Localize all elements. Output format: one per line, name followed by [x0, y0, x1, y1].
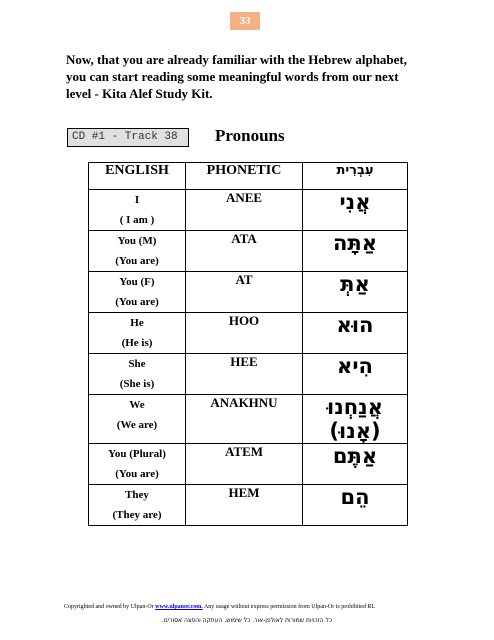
footer-hebrew: כל הזכויות שמורות לאולפן-אור. כל שימוש, העתקה והפצה אסורים. — [161, 617, 333, 624]
english-cell — [89, 444, 186, 485]
english-cell — [89, 395, 186, 444]
phonetic-cell: HOO — [186, 313, 303, 354]
cd-track-label: CD #1 - Track 38 — [67, 128, 189, 147]
hebrew-cell: אֲנִי — [303, 190, 408, 231]
intro-paragraph: Now, that you are already familiar with the Hebrew alphabet, you can start reading some meaningful words from our next level - Kita Alef Study Kit. — [66, 52, 408, 101]
phonetic-cell: ATA — [186, 231, 303, 272]
hebrew-cell: אֲנַחְנוּ (אָנוּ) — [303, 395, 408, 444]
page-number-badge: 33 — [230, 12, 260, 30]
header-phonetic: PHONETIC — [186, 163, 303, 190]
table-row — [89, 395, 408, 444]
english-pronoun: I — [134, 194, 140, 206]
english-pronoun: He — [130, 317, 144, 329]
footer-copyright — [64, 604, 375, 610]
english-meaning: (They are) — [112, 509, 162, 521]
hebrew-cell: הוּא — [303, 313, 408, 354]
english-pronoun: We — [129, 399, 145, 411]
table-row — [89, 190, 408, 231]
english-meaning: (You are) — [115, 255, 159, 267]
english-pronoun: You (Plural) — [108, 448, 166, 460]
phonetic-cell: ANAKHNU — [186, 395, 303, 444]
table-row — [89, 444, 408, 485]
english-cell — [89, 354, 186, 395]
hebrew-cell: אַתָּה — [303, 231, 408, 272]
hebrew-cell: הֵם — [303, 485, 408, 526]
table-row — [89, 354, 408, 395]
english-meaning: (You are) — [115, 296, 159, 308]
english-meaning: (He is) — [121, 337, 153, 349]
phonetic-cell: HEE — [186, 354, 303, 395]
english-meaning: ( I am ) — [119, 214, 155, 226]
footer-suffix: Any usage without express permission from Ulpan-Or is prohibited RL — [202, 604, 376, 610]
pronouns-table — [88, 162, 408, 526]
table-header-row — [89, 163, 408, 190]
english-pronoun: She — [128, 358, 146, 370]
table-row — [89, 485, 408, 526]
hebrew-cell: אַתְּ — [303, 272, 408, 313]
table-row — [89, 231, 408, 272]
english-pronoun: You (M) — [117, 235, 157, 247]
english-meaning: (You are) — [115, 468, 159, 480]
phonetic-cell: ANEE — [186, 190, 303, 231]
english-pronoun: You (F) — [119, 276, 155, 288]
english-cell — [89, 190, 186, 231]
table-row — [89, 313, 408, 354]
phonetic-cell: HEM — [186, 485, 303, 526]
phonetic-cell: AT — [186, 272, 303, 313]
footer-prefix: Copyrighted and owned by Ulpan-Or — [64, 604, 156, 610]
hebrew-cell: הִיא — [303, 354, 408, 395]
table-row — [89, 272, 408, 313]
phonetic-cell: ATEM — [186, 444, 303, 485]
english-meaning: (We are) — [116, 419, 158, 431]
english-cell — [89, 485, 186, 526]
english-cell — [89, 272, 186, 313]
english-cell — [89, 231, 186, 272]
hebrew-cell: אַתֶּם — [303, 444, 408, 485]
english-pronoun: They — [125, 489, 149, 501]
header-english: ENGLISH — [89, 163, 186, 190]
english-meaning: (She is) — [119, 378, 155, 390]
header-hebrew: עִבְרִית — [303, 163, 408, 190]
section-title: Pronouns — [215, 126, 285, 145]
english-cell — [89, 313, 186, 354]
footer-link[interactable]: www.ulpanor.com. — [155, 604, 203, 610]
